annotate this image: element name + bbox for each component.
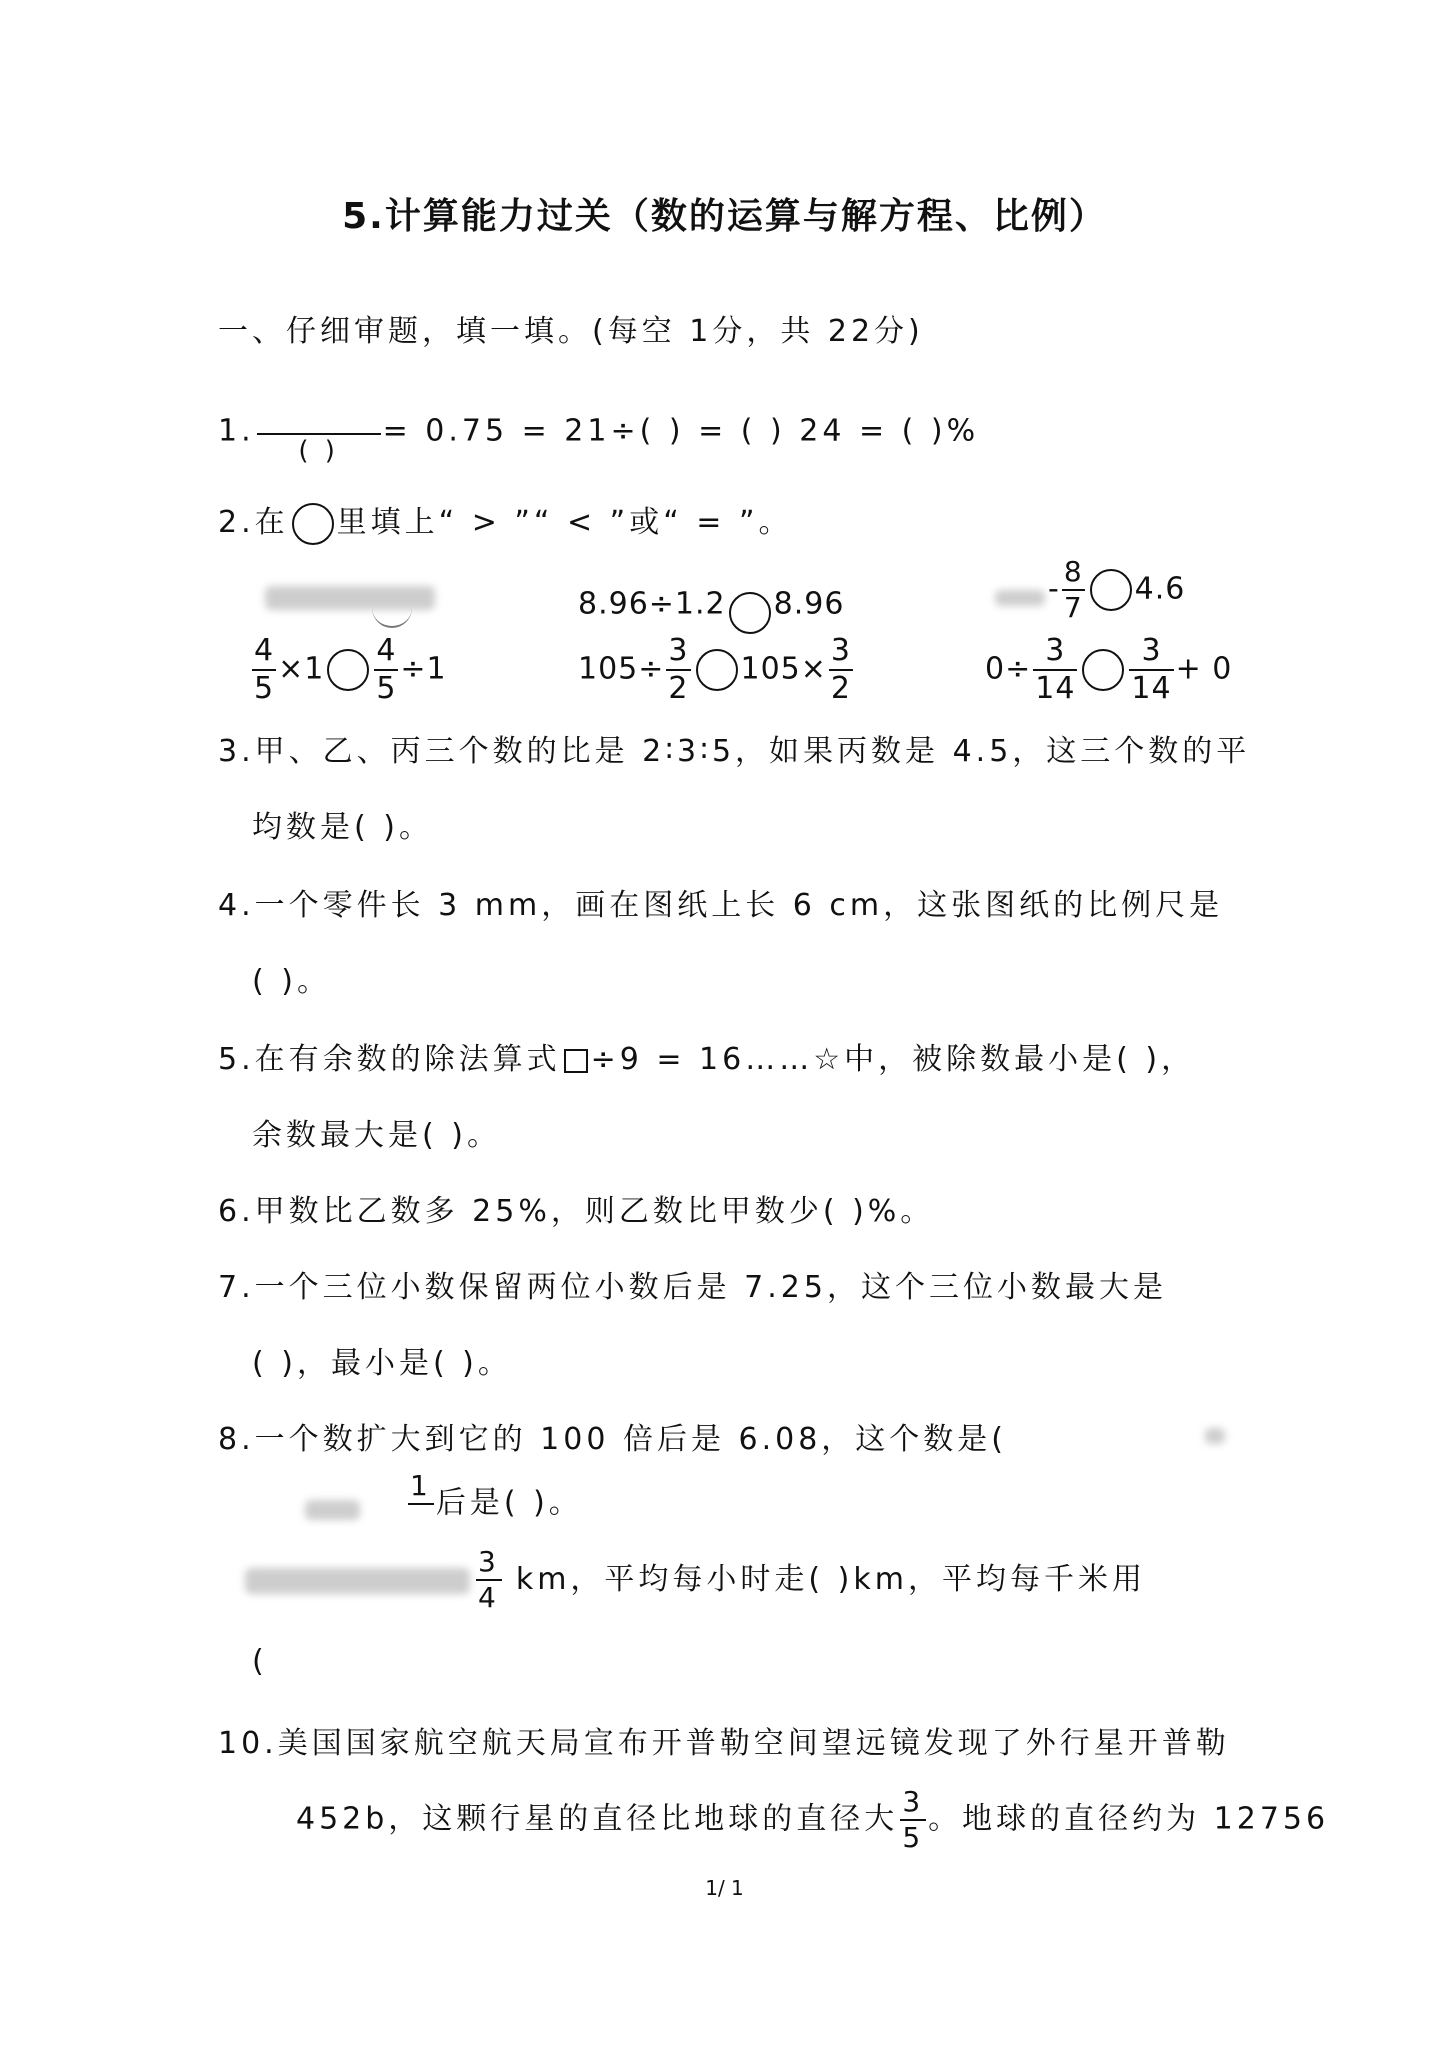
compare-b2: 105÷ $\frac{3}{2}$ 105× $\frac{3}{2}$ [578,633,851,706]
question-7-line2: ( )，最小是( )。 [252,1346,512,1381]
question-7: 7.一个三位小数保留两位小数后是 7.25，这个三位小数最大是 [218,1270,1167,1305]
question-5: 5.在有余数的除法算式 ÷9 = 16……☆中，被除数最小是( )， [218,1042,1196,1077]
square-box [564,1049,588,1073]
question-9: $\frac{3}{4}$ km，平均每小时走( )km，平均每千米用 [478,1545,1146,1614]
question-5-line2: 余数最大是( )。 [252,1118,501,1153]
question-2-text: 里填上“ > ”“ < ”或“ = ”。 [336,505,793,540]
question-6: 6.甲数比乙数多 25%，则乙数比甲数少( )%。 [218,1194,935,1229]
compare-circle [327,649,369,691]
question-3-line2: 均数是( )。 [252,810,433,845]
compare-c1: - $\frac{8}{7}$ 4.6 [1048,555,1186,624]
question-1-fraction-blank: ( ) [257,400,381,464]
compare-a2: $\frac{4}{5}$ ×1 $\frac{4}{5}$ ÷1 [254,633,447,706]
question-8: 8.一个数扩大到它的 100 倍后是 6.08，这个数是( [218,1422,1007,1457]
question-3: 3.甲、乙、丙三个数的比是 2∶3∶5，如果丙数是 4.5，这三个数的平 [218,734,1251,769]
question-4-line2: ( )。 [252,964,331,999]
question-10-line2: 452b，这颗行星的直径比地球的直径大 $\frac{3}{5}$ 。地球的直径约为 12756 [296,1785,1330,1854]
question-2-prefix: 2.在 [218,505,289,540]
compare-b1: 8.96÷1.2 8.96 [578,576,844,634]
question-1-text: = 0.75 = 21÷( ) = ( ) 24 = ( )% [382,413,980,449]
section-heading: 一、仔细审题，填一填。(每空 1分，共 22分) [218,314,924,349]
compare-circle [696,649,738,691]
compare-circle [1090,569,1132,611]
blurred-expression [995,590,1045,606]
question-1 [218,400,979,464]
partial-circle [372,606,412,628]
question-2 [218,497,793,545]
question-10: 10.美国国家航空航天局宣布开普勒空间望远镜发现了外行星开普勒 [218,1726,1230,1761]
question-8-line2: 1 后是( )。 [410,1469,583,1521]
compare-circle [292,503,334,545]
compare-circle [1082,649,1124,691]
page-title: 5.计算能力过关（数的运算与解方程、比例） [342,196,1107,237]
blurred-expression [245,1568,470,1594]
question-4: 4.一个零件长 3 mm，画在图纸上长 6 cm，这张图纸的比例尺是 [218,888,1224,923]
compare-c2: 0÷ $\frac{3}{14}$ $\frac{3}{14}$ + 0 [985,633,1233,706]
page-number: 1/ 1 [705,1876,744,1900]
blurred-mark [1205,1428,1225,1444]
question-9-line2: ( [252,1644,268,1679]
question-1-number: 1. [218,413,255,449]
blurred-expression [305,1500,360,1520]
compare-circle [729,592,771,634]
